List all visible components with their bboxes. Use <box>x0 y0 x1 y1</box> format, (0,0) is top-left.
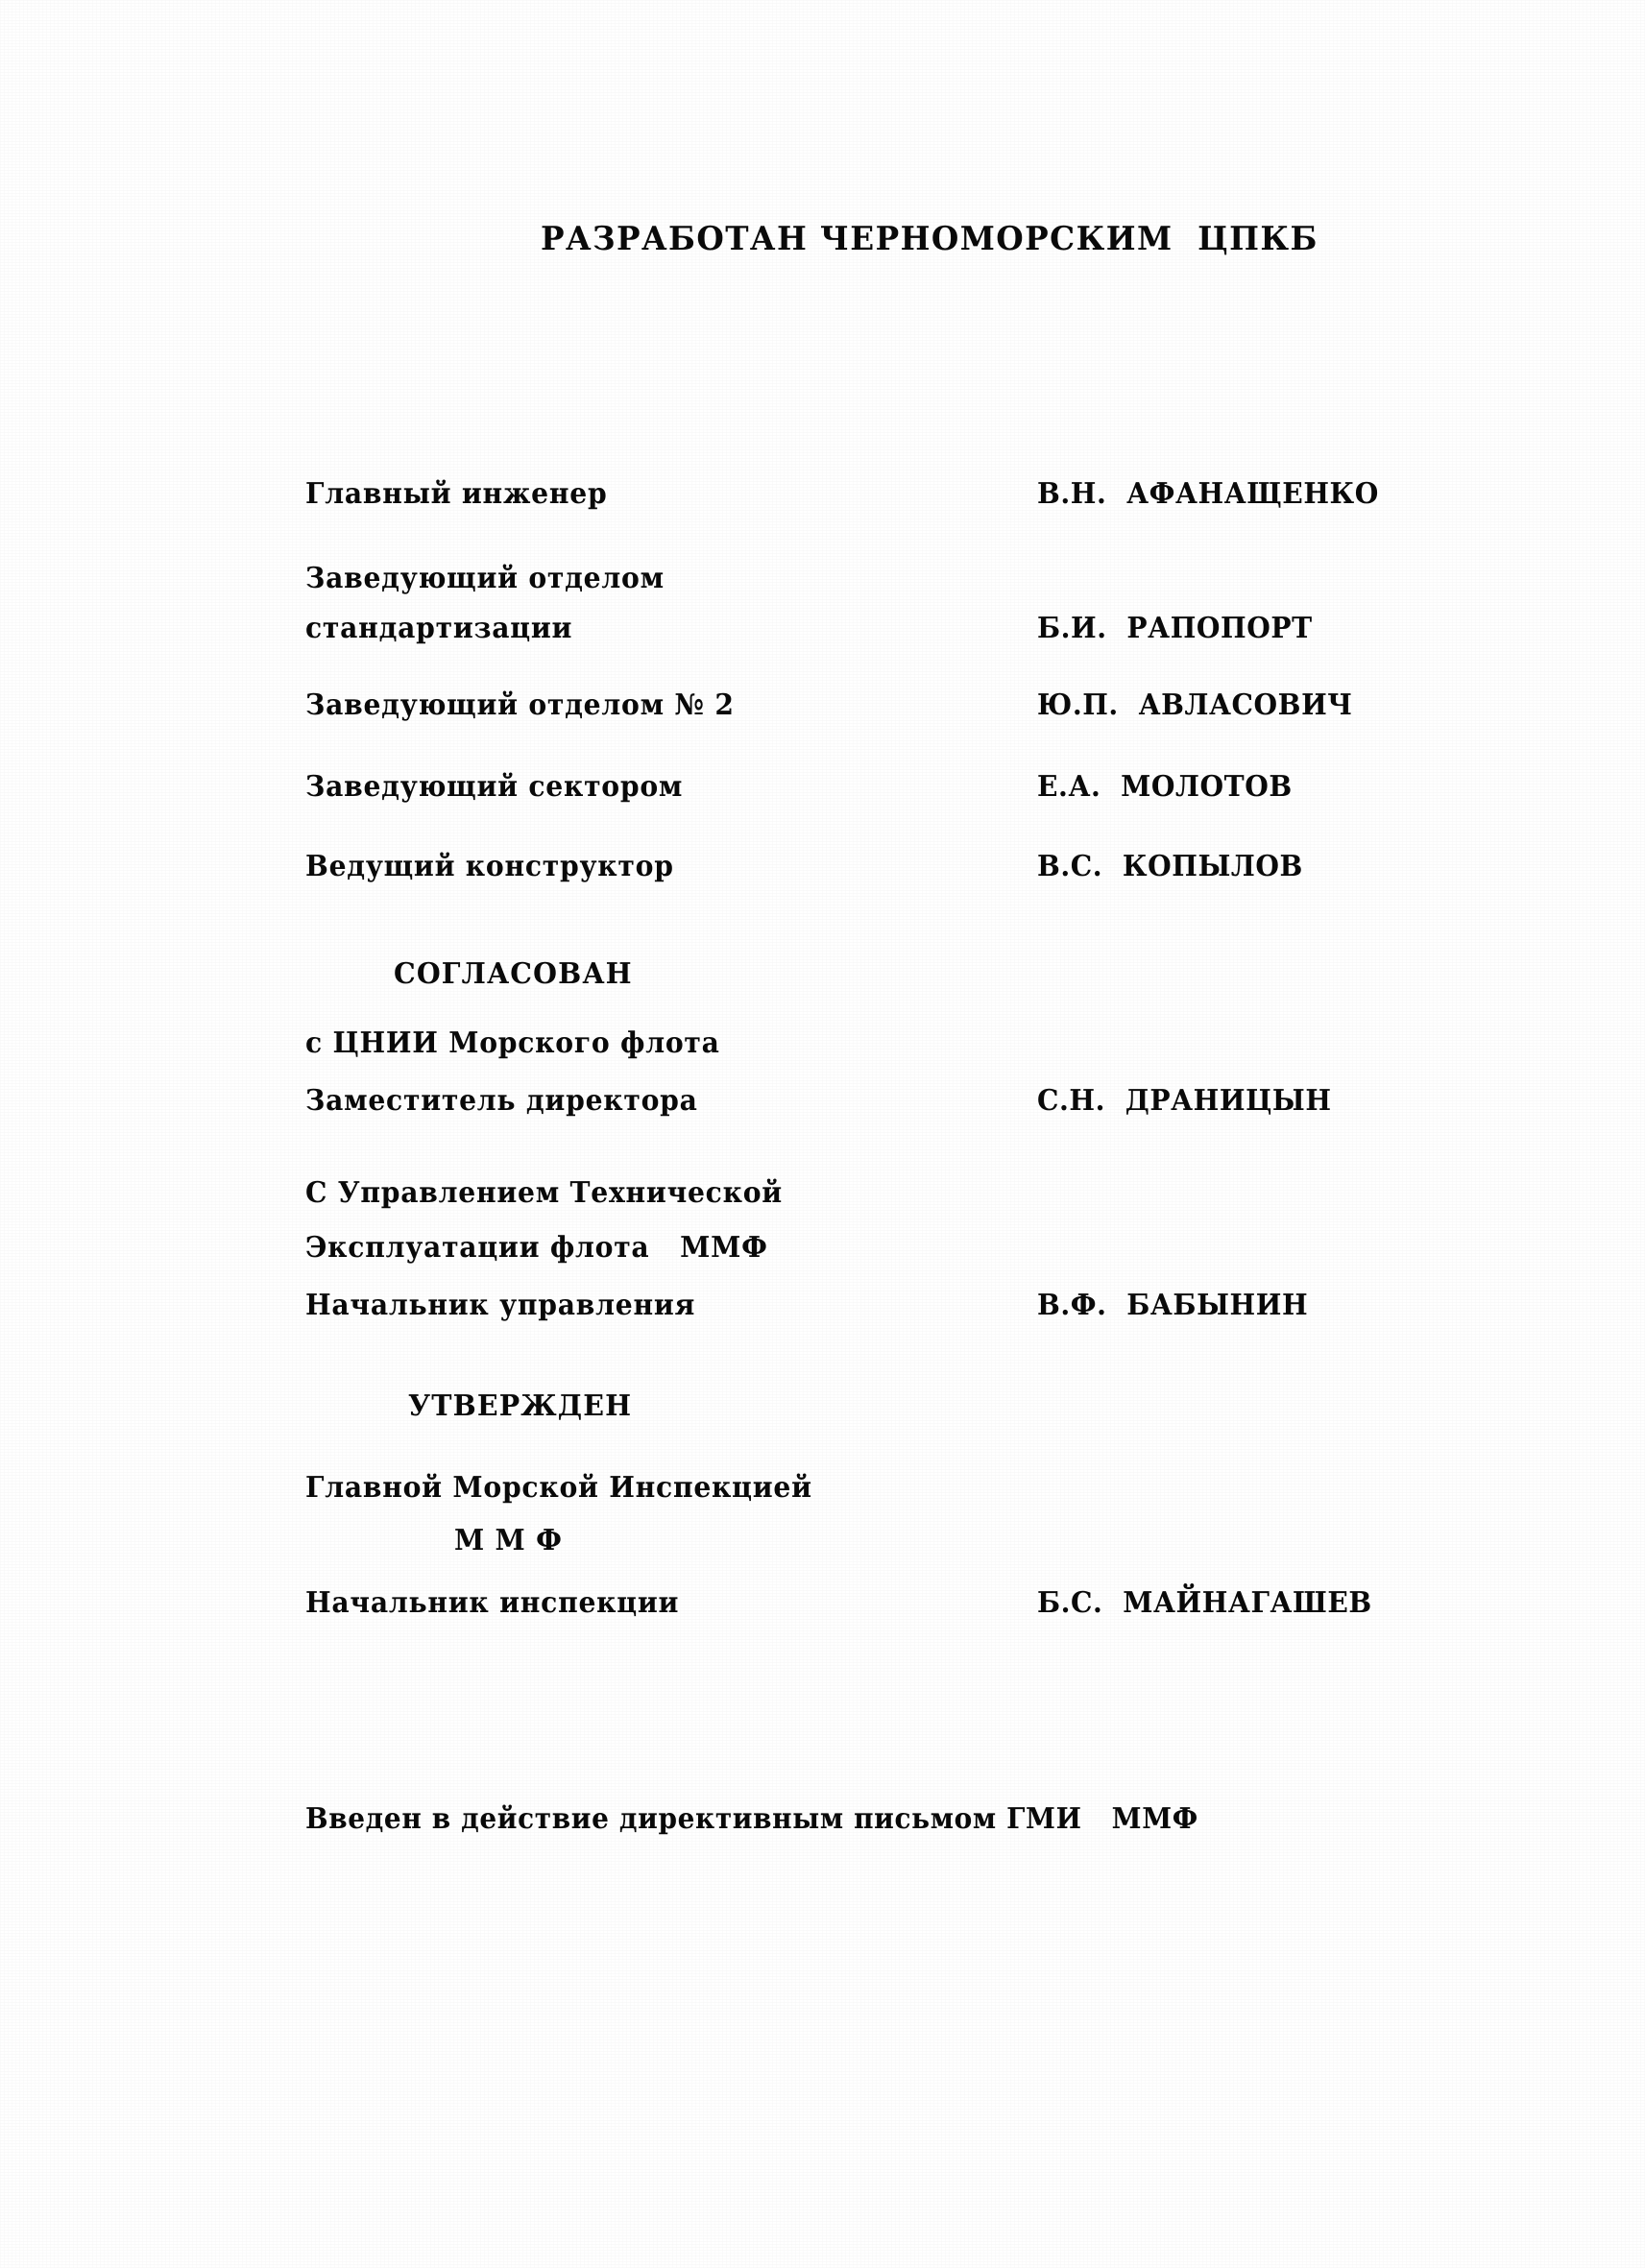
approved-org-abbrev: М М Ф <box>454 1524 563 1557</box>
person-head-of-management: В.Ф. БАБЫНИН <box>1037 1289 1309 1322</box>
person-head-of-inspection: Б.С. МАЙНАГАШЕВ <box>1037 1586 1372 1620</box>
role-chief-engineer: Главный инженер <box>305 477 608 511</box>
person-chief-engineer: В.Н. АФАНАЩЕНКО <box>1037 477 1379 511</box>
agreed-org-line-cnii: с ЦНИИ Морского флота <box>305 1026 720 1060</box>
role-head-of-management: Начальник управления <box>305 1289 696 1322</box>
section-heading-approved: УТВЕРЖДЕН <box>408 1389 633 1423</box>
agreed-org-line-technical-management-1: С Управлением Технической <box>305 1176 783 1210</box>
person-lead-designer: В.С. КОПЫЛОВ <box>1037 850 1303 883</box>
footer-enactment-note: Введен в действие директивным письмом ГМИ ММФ <box>305 1802 1198 1836</box>
person-deputy-director: С.Н. ДРАНИЦЫН <box>1037 1084 1332 1118</box>
person-head-of-standardization: Б.И. РАПОПОРТ <box>1037 612 1313 645</box>
role-lead-designer: Ведущий конструктор <box>305 850 674 883</box>
section-heading-agreed: СОГЛАСОВАН <box>394 957 633 991</box>
role-deputy-director: Заместитель директора <box>305 1084 698 1118</box>
person-head-of-department-2: Ю.П. АВЛАСОВИЧ <box>1037 688 1353 722</box>
role-head-of-inspection: Начальник инспекции <box>305 1586 680 1620</box>
role-head-of-department-2: Заведующий отделом № 2 <box>305 688 735 722</box>
role-head-of-department-line1: Заведующий отделом <box>305 562 665 595</box>
approved-org-line: Главной Морской Инспекцией <box>305 1471 812 1505</box>
agreed-org-line-technical-management-2: Эксплуатации флота ММФ <box>305 1231 768 1265</box>
person-head-of-sector: Е.А. МОЛОТОВ <box>1037 770 1293 804</box>
role-head-of-sector: Заведующий сектором <box>305 770 684 804</box>
document-title: РАЗРАБОТАН ЧЕРНОМОРСКИМ ЦПКБ <box>541 220 1318 258</box>
role-head-of-department-line2: стандартизации <box>305 612 573 645</box>
